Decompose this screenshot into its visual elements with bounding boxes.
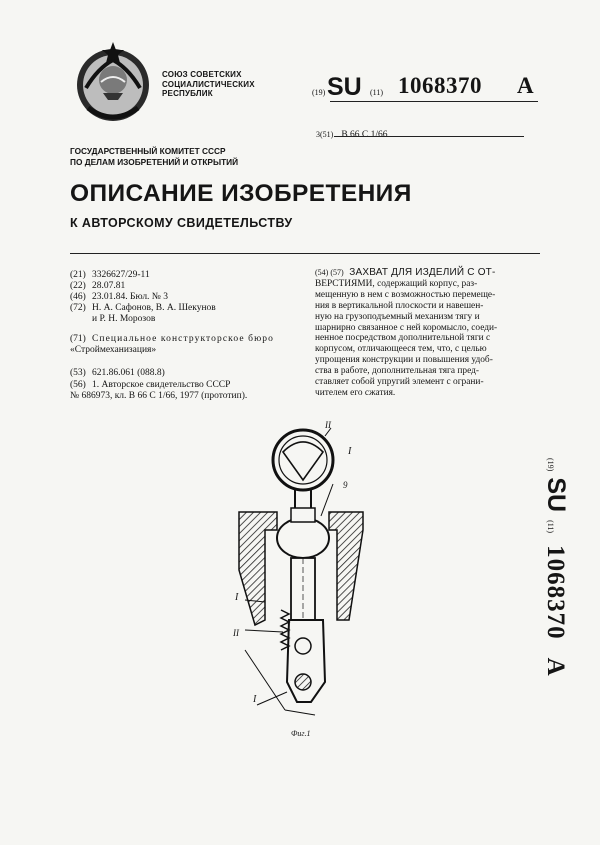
code-19: (19) [312, 88, 326, 97]
bib-row: (21) 3326627/29-11 [70, 270, 150, 280]
abstract-line: чителем его сжатия. [315, 387, 396, 398]
abstract-codes: (54) (57) [315, 268, 344, 277]
bib-row: (46) 23.01.84. Бюл. № 3 [70, 291, 168, 302]
figure-label-ii-left: II [233, 628, 239, 638]
abstract-title-row [315, 268, 547, 279]
code-51: 3(51) [316, 130, 334, 139]
document-subtitle: К АВТОРСКОМУ СВИДЕТЕЛЬСТВУ [70, 216, 293, 230]
committee-name [70, 146, 238, 167]
references [70, 380, 247, 402]
ipc-class: В 66 С 1/66 [341, 130, 388, 140]
figure-label-ii-top: II [325, 420, 331, 430]
country-line-3: РЕСПУБЛИК [162, 89, 213, 98]
vertical-kind: A [542, 657, 569, 676]
udc-code: (53) [70, 368, 86, 378]
vertical-code-11: (11) [546, 520, 555, 534]
bibliography [70, 270, 216, 325]
applicant-line-2: «Строймеханизация» [70, 344, 157, 355]
applicant-line-1: Специальное конструкторское бюро [92, 334, 274, 344]
abstract-line: шарнирно связанное с ней коромысло, соеди- [315, 322, 498, 333]
country-name [162, 70, 255, 99]
figure-caption: Фиг.1 [291, 729, 311, 738]
country-line-1: СОЮЗ СОВЕТСКИХ [162, 70, 242, 79]
figure-label-i-left: I [235, 592, 239, 603]
abstract-line: ненное посредством дополнительной тяги с [315, 333, 491, 344]
country-line-2: СОЦИАЛИСТИЧЕСКИХ [162, 79, 255, 89]
udc-value: 621.86.061 (088.8) [92, 368, 165, 378]
ussr-emblem [68, 38, 158, 128]
reference-line-2: № 686973, кл. В 66 С 1/66, 1977 (прототип). [70, 390, 248, 401]
abstract-line: упрощения конструкции и повышения удоб- [315, 355, 493, 366]
applicant [70, 334, 274, 356]
figure-label-i-top: I [348, 446, 352, 457]
abstract-line: ния в вертикальной плоскости и навешен- [315, 300, 484, 311]
abstract-line: ства в работе, дополнительная тяга пред- [315, 366, 480, 377]
reference-line-1: 1. Авторское свидетельство СССР [92, 380, 231, 390]
vertical-number: 1068370 [542, 545, 569, 640]
committee-line-1: ГОСУДАРСТВЕННЫЙ КОМИТЕТ СССР [70, 146, 226, 156]
bib-row: и Р. Н. Морозов [92, 313, 156, 324]
vertical-code-19: (19) [546, 458, 555, 472]
bib-row: (72) Н. А. Сафонов, В. А. Шекунов [70, 302, 216, 313]
committee-line-2: ПО ДЕЛАМ ИЗОБРЕТЕНИЙ И ОТКРЫТИЙ [70, 156, 239, 167]
patent-kind: A [517, 73, 534, 98]
ipc-block [316, 124, 388, 142]
figure-label-i-bottom: I [253, 694, 257, 705]
references-code: (56) [70, 380, 86, 390]
abstract-line: ную на грузоподъемный механизм тягу и [315, 311, 480, 322]
patent-number: 1068370 [398, 73, 482, 98]
udc [70, 368, 165, 379]
abstract-line: ставляет собой упругий элемент с ограни- [315, 377, 484, 388]
technical-figure [225, 420, 375, 720]
abstract-line: ВЕРСТИЯМИ, содержащий корпус, раз- [315, 278, 478, 289]
figure-label-9: 9 [343, 480, 348, 490]
abstract-line: корпусом, отличающееся тем, что, с целью [315, 344, 487, 355]
document-title: ОПИСАНИЕ ИЗОБРЕТЕНИЯ [70, 180, 412, 207]
vertical-patent-number [541, 458, 570, 676]
bib-row: (22) 28.07.81 [70, 280, 126, 291]
abstract-title: ЗАХВАТ ДЛЯ ИЗДЕЛИЙ С ОТ- [349, 267, 496, 278]
abstract [315, 268, 547, 399]
code-11: (11) [370, 88, 384, 97]
su-code: SU [327, 73, 362, 101]
abstract-line: мещенную в нем с возможностью перемеще- [315, 289, 496, 300]
applicant-code: (71) [70, 334, 86, 344]
vertical-su: SU [542, 477, 570, 513]
